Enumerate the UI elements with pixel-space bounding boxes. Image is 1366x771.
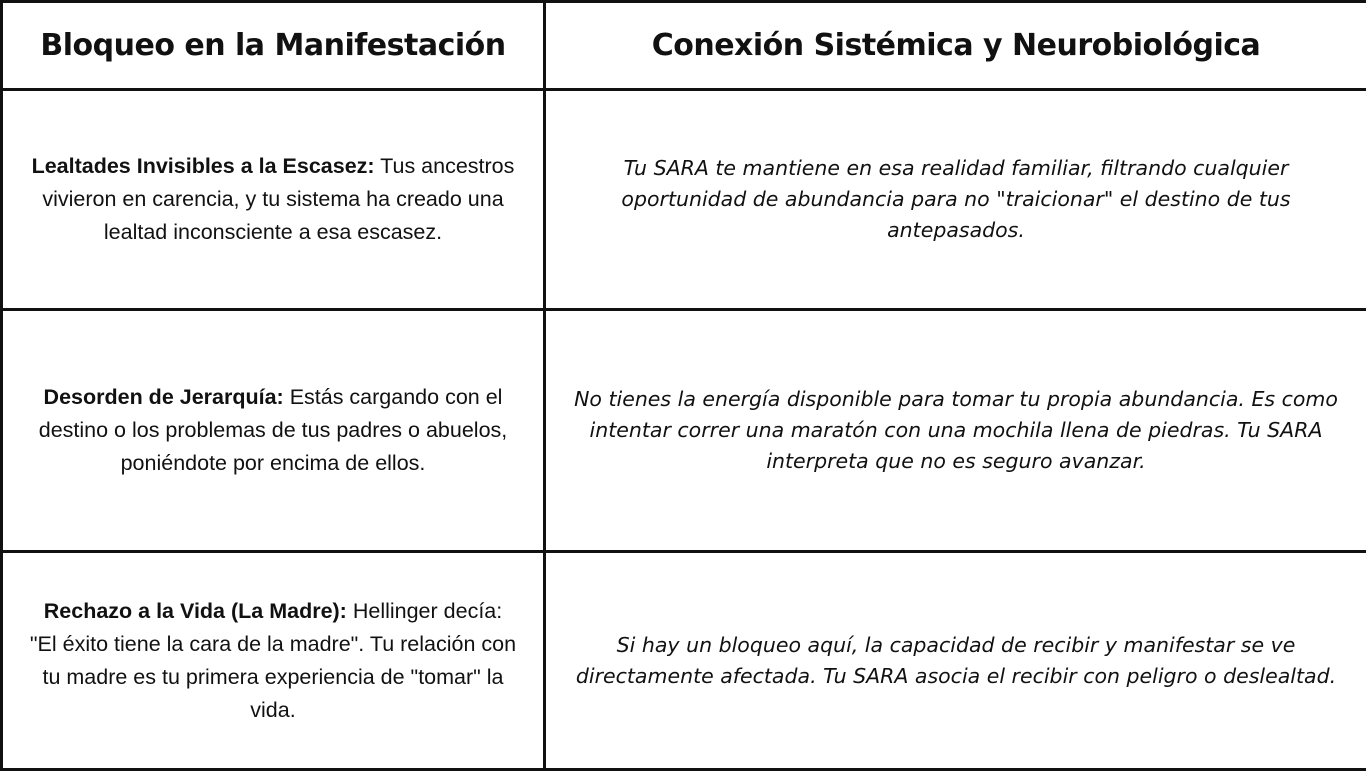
table-row (2, 552, 1366, 770)
table-header-row (2, 2, 1366, 90)
blocking-cell (2, 90, 545, 310)
blocking-term: Desorden de Jerarquía: (44, 385, 284, 409)
blocking-term: Rechazo a la Vida (La Madre): (44, 599, 347, 623)
blocking-description: Hellinger decía: "El éxito tiene la cara de la madre". Tu relación con tu madre es tu primera experiencia de "tomar" la vida. (30, 599, 516, 722)
connection-cell: Si hay un bloqueo aquí, la capacidad de recibir y manifestar se ve directamente afectada. Tu SARA asocia el recibir con peligro o deslealtad. (545, 552, 1366, 770)
connection-cell: No tienes la energía disponible para tomar tu propia abundancia. Es como intentar correr una maratón con una mochila llena de piedras. Tu SARA interpreta que no es seguro avanzar. (545, 310, 1366, 552)
blocking-description: Estás cargando con el destino o los problemas de tus padres o abuelos, poniéndote por encima de ellos. (39, 385, 508, 475)
blocking-term: Lealtades Invisibles a la Escasez: (32, 154, 375, 178)
blocking-description: Tus ancestros vivieron en carencia, y tu sistema ha creado una lealtad inconsciente a esa escasez. (42, 154, 514, 244)
header-connection: Conexión Sistémica y Neurobiológica (545, 2, 1366, 90)
header-blocking: Bloqueo en la Manifestación (2, 2, 545, 90)
connection-cell: Tu SARA te mantiene en esa realidad familiar, filtrando cualquier oportunidad de abundancia para no "traicionar" el destino de tus antepasados. (545, 90, 1366, 310)
table-row (2, 310, 1366, 552)
blocking-cell (2, 552, 545, 770)
blocking-cell (2, 310, 545, 552)
table-row (2, 90, 1366, 310)
